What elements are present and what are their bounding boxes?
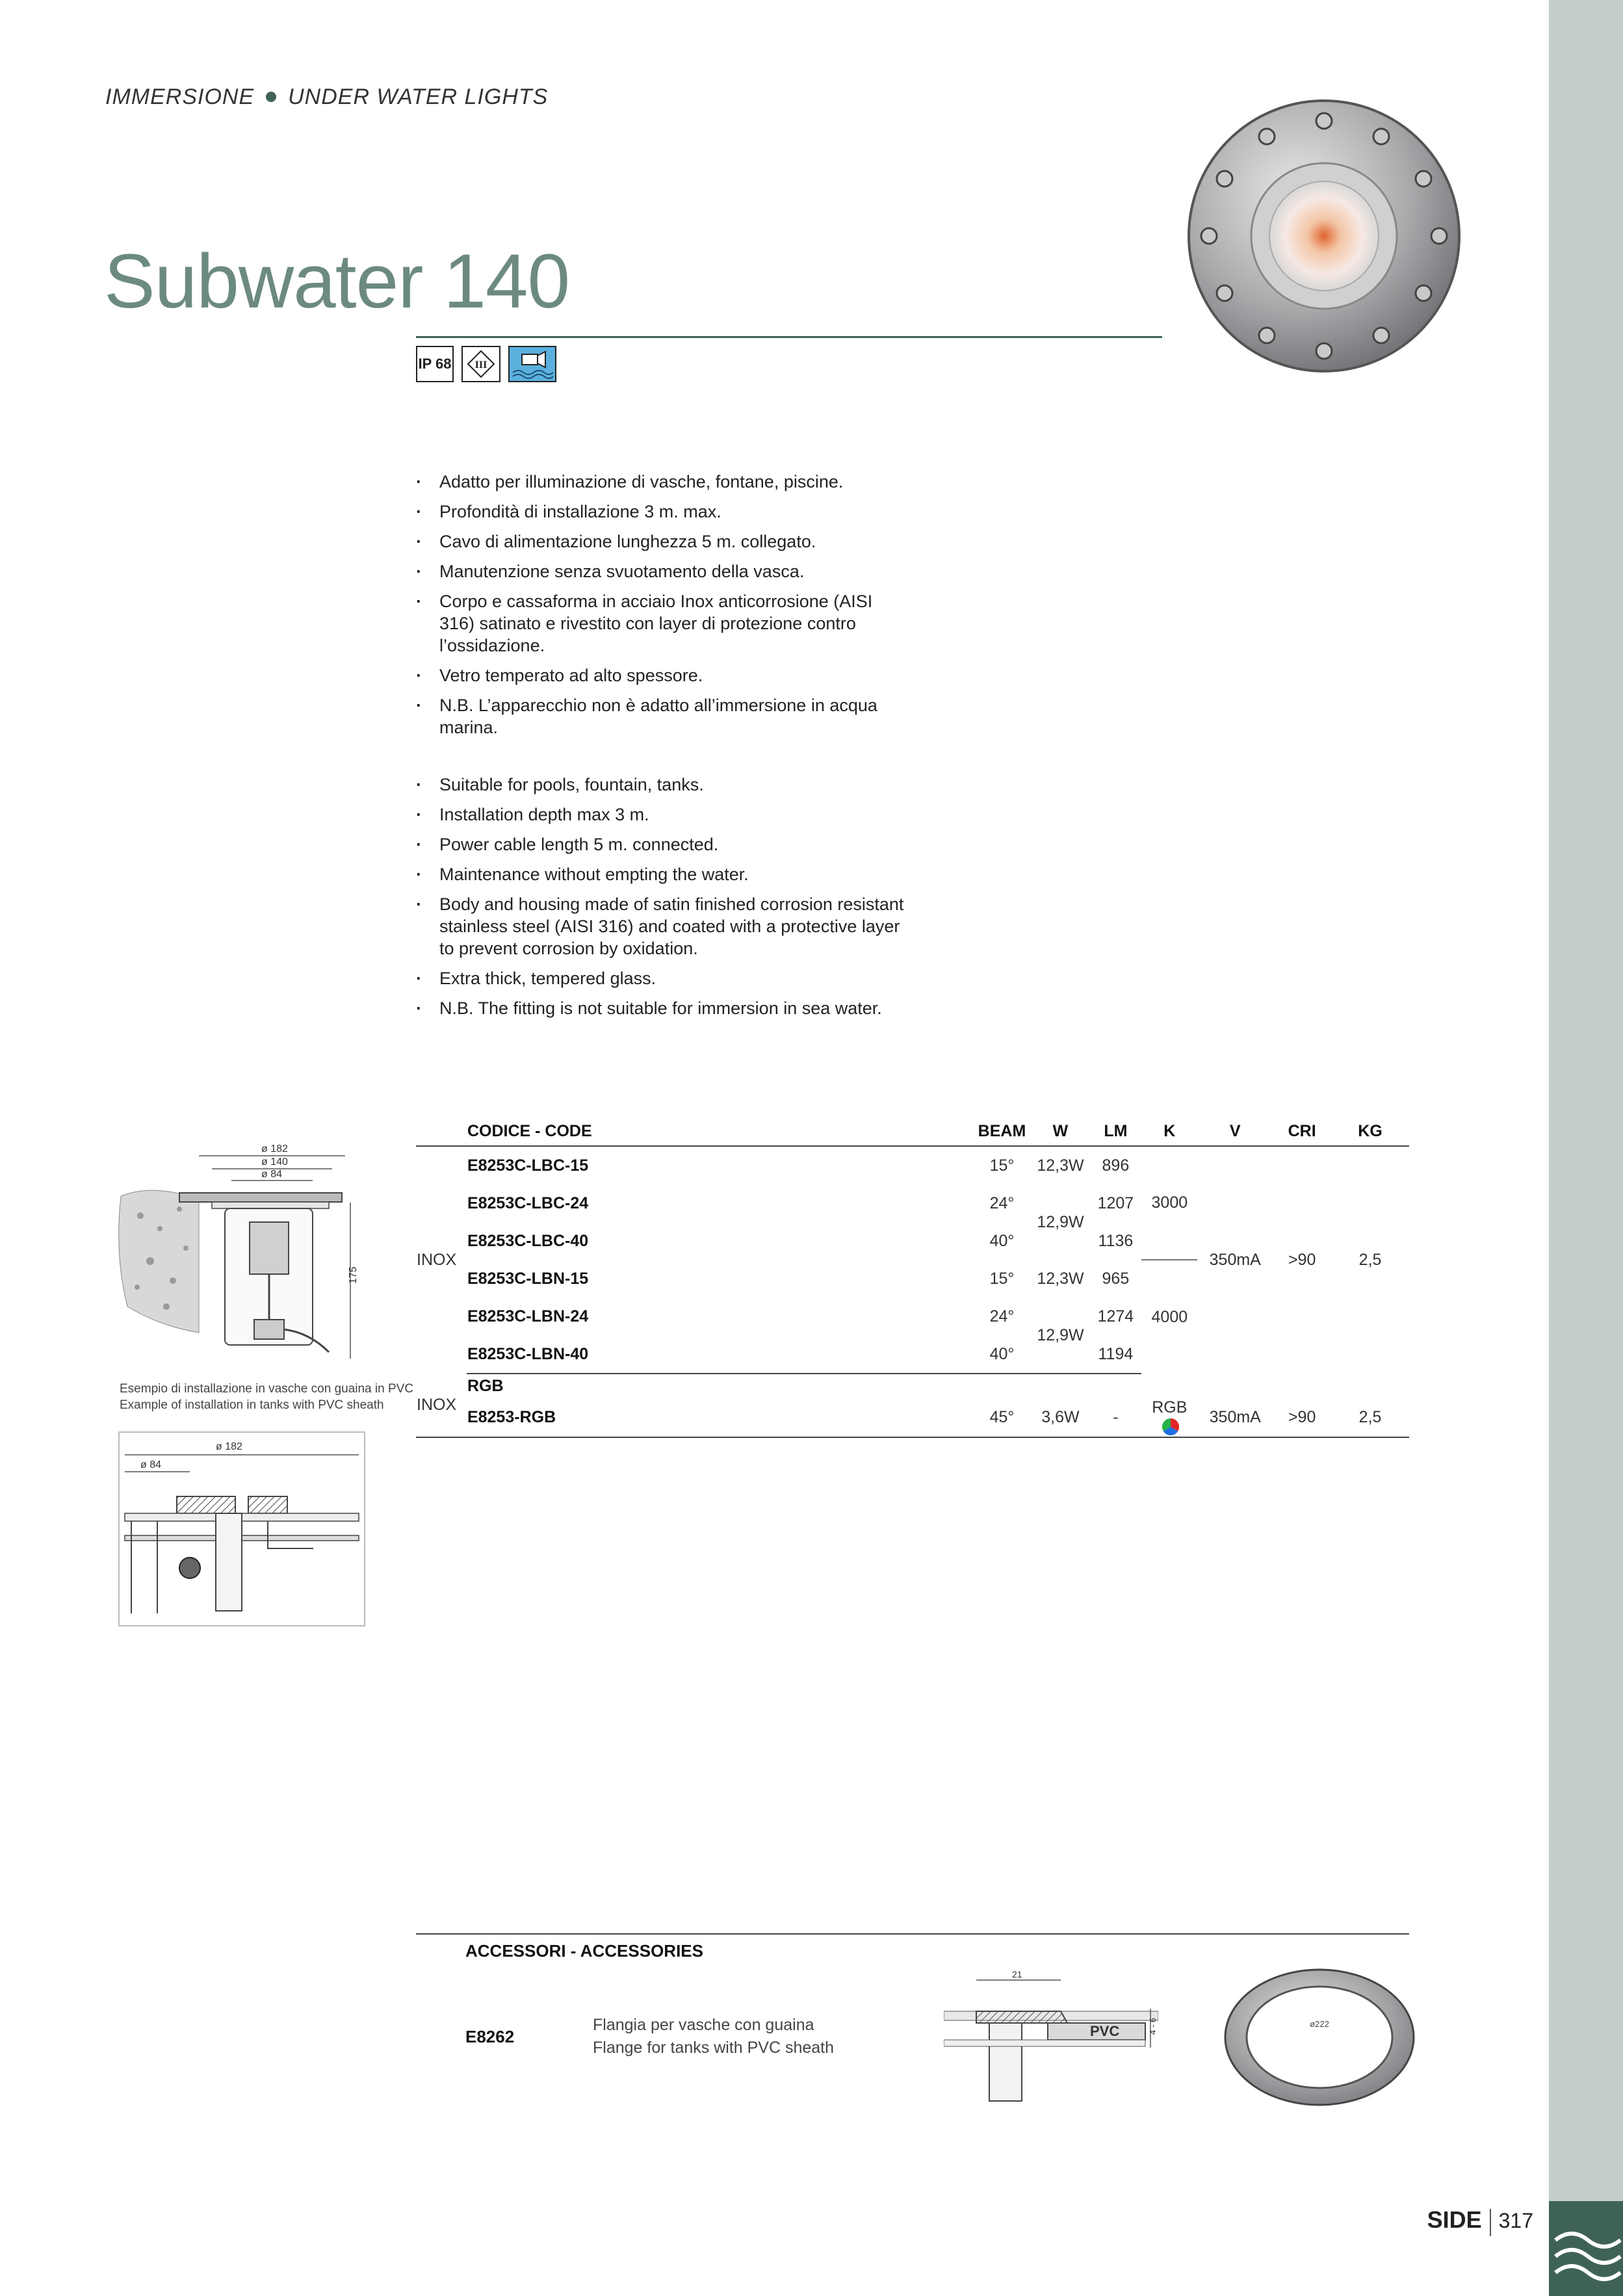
kelvin-cell: 3000 xyxy=(1141,1146,1197,1260)
caption-en: Example of installation in tanks with PVC sheath xyxy=(120,1398,384,1412)
beam-cell: 45° xyxy=(973,1398,1032,1437)
lumen-cell: 965 xyxy=(1102,1269,1130,1288)
brand-name: SIDE xyxy=(1427,2206,1482,2233)
table-row xyxy=(416,1146,1409,1184)
feature-item: · Power cable length 5 m. connected. xyxy=(416,833,910,855)
dim-175: 175 xyxy=(348,1266,359,1284)
lumen-cell: 896 xyxy=(1102,1156,1130,1175)
class-iii-icon xyxy=(461,346,500,382)
lumen-cell: 1207 xyxy=(1097,1194,1134,1212)
lumen-cell: 1136 xyxy=(1098,1231,1134,1250)
beam-cell: 15° xyxy=(989,1269,1015,1288)
wave-icon xyxy=(1549,2201,1623,2296)
feature-item: · Profondità di installazione 3 m. max. xyxy=(416,501,910,523)
category-it: IMMERSIONE xyxy=(105,85,255,109)
installation-drawing xyxy=(114,1138,374,1372)
header-w: W xyxy=(1031,1117,1089,1146)
watt-cell: 12,3W xyxy=(1037,1156,1084,1175)
accessories-divider xyxy=(416,1933,1409,1935)
spacer-cell xyxy=(973,1374,1410,1398)
watt-cell: 12,9W xyxy=(1031,1298,1089,1374)
code-cell: E8253-RGB xyxy=(467,1398,973,1437)
code-cell: E8253C-LBN-40 xyxy=(467,1335,973,1374)
beam-cell: 40° xyxy=(973,1335,1032,1374)
features-english xyxy=(416,774,910,1027)
feature-item: · Vetro temperato ad alto spessore. xyxy=(416,664,910,686)
weight-cell: 2,5 xyxy=(1358,1251,1382,1269)
code-cell: E8253C-LBC-40 xyxy=(467,1231,589,1250)
accessory-desc-en: Flange for tanks with PVC sheath xyxy=(593,2039,835,2057)
feature-item: · Installation depth max 3 m. xyxy=(416,803,910,826)
cri-cell: >90 xyxy=(1288,1251,1316,1269)
feature-item: · Maintenance without empting the water. xyxy=(416,863,910,885)
page-number: 317 xyxy=(1498,2209,1533,2232)
product-photo xyxy=(1184,96,1464,376)
code-cell: E8253C-LBC-15 xyxy=(467,1156,589,1175)
features-italian xyxy=(416,471,910,746)
accessory-description xyxy=(593,2014,834,2059)
dim-182: ø 182 xyxy=(261,1143,288,1155)
feature-item: · Manutenzione senza svuotamento della vasca. xyxy=(416,560,910,582)
svg-text:III: III xyxy=(474,359,487,371)
pvc-label: PVC xyxy=(1090,2023,1120,2039)
feature-item: · N.B. L’apparecchio non è adatto all’immersione in acqua marina. xyxy=(416,694,910,738)
beam-cell: 24° xyxy=(989,1307,1015,1325)
product-title: Subwater 140 xyxy=(104,239,570,324)
code-cell: E8253C-LBN-24 xyxy=(467,1307,589,1325)
flange-ring-photo xyxy=(1222,1966,1417,2109)
header-v: V xyxy=(1197,1117,1273,1146)
dim-4-6: 4 - 6 xyxy=(1148,2017,1158,2035)
lumen-cell: - xyxy=(1089,1398,1141,1437)
cri-cell: >90 xyxy=(1273,1398,1331,1437)
flange-section-drawing xyxy=(944,1970,1158,2110)
section-drawing xyxy=(118,1431,365,1626)
code-cell: E8253C-LBC-24 xyxy=(467,1194,589,1212)
feature-item: · Suitable for pools, fountain, tanks. xyxy=(416,774,910,796)
voltage-cell: 350mA xyxy=(1209,1251,1261,1269)
watt-cell: 12,9W xyxy=(1037,1212,1084,1231)
feature-item: · Extra thick, tempered glass. xyxy=(416,967,910,989)
dim-182-section: ø 182 xyxy=(216,1441,242,1452)
feature-item: · Body and housing made of satin finished corrosion resistant stainless steel (AISI 316) and coated with a protective layer to prevent corrosion by oxidation. xyxy=(416,893,910,959)
header-k: K xyxy=(1141,1117,1197,1146)
category-header xyxy=(105,85,548,110)
bullet-dot-icon xyxy=(266,92,276,102)
badge-row xyxy=(416,346,556,382)
footer-separator xyxy=(1490,2209,1491,2236)
ip-rating-badge: IP 68 xyxy=(416,346,454,382)
kelvin-cell xyxy=(1141,1398,1197,1437)
material-cell: INOX xyxy=(417,1251,457,1269)
code-cell: E8253C-LBN-15 xyxy=(467,1269,589,1288)
table-header xyxy=(416,1117,1409,1146)
rgb-label: RGB xyxy=(467,1376,504,1395)
beam-cell: 40° xyxy=(989,1231,1015,1250)
feature-item: · Adatto per illuminazione di vasche, fontane, piscine. xyxy=(416,471,910,493)
beam-cell: 24° xyxy=(989,1194,1015,1212)
lumen-cell: 1194 xyxy=(1089,1335,1141,1374)
dim-21: 21 xyxy=(1012,1970,1022,1979)
header-beam: BEAM xyxy=(973,1117,1032,1146)
drawing-caption xyxy=(120,1381,413,1413)
feature-item: · N.B. The fitting is not suitable for immersion in sea water. xyxy=(416,997,910,1019)
header-cri: CRI xyxy=(1273,1117,1331,1146)
side-band xyxy=(1549,0,1623,2296)
page-footer xyxy=(1427,2206,1533,2236)
material-cell: INOX xyxy=(416,1374,467,1437)
weight-cell: 2,5 xyxy=(1331,1398,1409,1437)
table-row xyxy=(416,1398,1409,1437)
watt-cell: 3,6W xyxy=(1031,1398,1089,1437)
dim-84: ø 84 xyxy=(261,1169,283,1180)
accessories-title: ACCESSORI - ACCESSORIES xyxy=(465,1941,703,1961)
accessory-desc-it: Flangia per vasche con guaina xyxy=(593,2016,814,2034)
category-en: UNDER WATER LIGHTS xyxy=(288,85,549,109)
accessory-code: E8262 xyxy=(465,2027,515,2046)
dim-84-section: ø 84 xyxy=(140,1459,162,1470)
caption-it: Esempio di installazione in vasche con guaina in PVC xyxy=(120,1382,414,1396)
lumen-cell: 1274 xyxy=(1097,1307,1134,1325)
header-code: CODICE - CODE xyxy=(467,1117,973,1146)
header-kg: KG xyxy=(1331,1117,1409,1146)
table-row-rgb-label xyxy=(416,1374,1409,1398)
underwater-icon xyxy=(508,346,556,382)
spec-table xyxy=(416,1117,1409,1438)
feature-item: · Corpo e cassaforma in acciaio Inox anticorrosione (AISI 316) satinato e rivestito con layer di protezione contro l’ossidazione. xyxy=(416,590,910,657)
watt-cell: 12,3W xyxy=(1037,1269,1084,1288)
ring-dimension: ø222 xyxy=(1310,2019,1329,2029)
dim-140: ø 140 xyxy=(261,1156,288,1168)
rgb-text: RGB xyxy=(1152,1398,1188,1416)
feature-item: · Cavo di alimentazione lunghezza 5 m. collegato. xyxy=(416,530,910,553)
header-mat xyxy=(416,1117,467,1146)
title-divider xyxy=(416,336,1162,338)
rgb-color-wheel-icon xyxy=(1162,1418,1180,1436)
beam-cell: 15° xyxy=(989,1156,1015,1175)
voltage-cell: 350mA xyxy=(1197,1398,1273,1437)
kelvin-cell: 4000 xyxy=(1151,1307,1188,1326)
header-lm: LM xyxy=(1089,1117,1141,1146)
